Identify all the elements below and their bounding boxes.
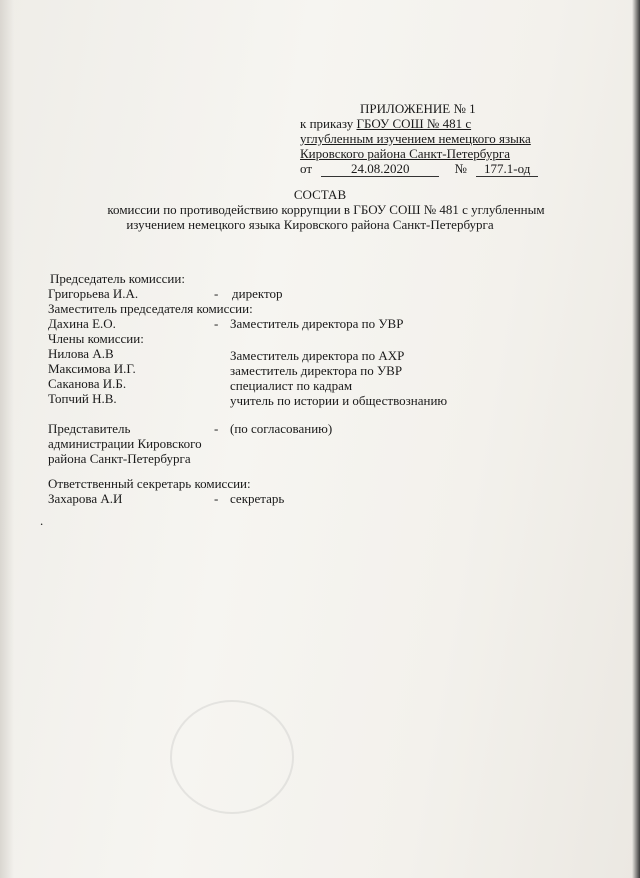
representative-role: (по согласованию) (230, 421, 333, 436)
appendix-order-prefix: к приказу (300, 116, 357, 131)
document-subtitle-line-1: комиссии по противодействию коррупции в ГБОУ СОШ № 481 с углубленным (107, 202, 545, 217)
chair-role: директор (232, 286, 283, 301)
deputy-name: Дахина Е.О. (48, 316, 116, 331)
deputy-label: Заместитель председателя комиссии: (48, 301, 253, 316)
representative-line-2: администрации Кировского (48, 436, 202, 451)
member-name: Топчий Н.В. (48, 391, 117, 406)
bleed-through-seal-shape (170, 700, 294, 814)
appendix-order-line (300, 117, 471, 131)
secretary-role: секретарь (230, 491, 285, 506)
appendix-date-line (300, 162, 538, 177)
members-label: Члены комиссии: (48, 331, 144, 346)
appendix-line-3: Кировского района Санкт-Петербурга (300, 146, 510, 161)
secretary-label: Ответственный секретарь комиссии: (48, 476, 251, 491)
member-name: Нилова А.В (48, 346, 114, 361)
trailing-mark: . (40, 513, 44, 528)
chair-name: Григорьева И.А. (48, 286, 139, 301)
member-role: учитель по истории и обществознанию (230, 393, 448, 408)
appendix-number-value: 177.1-од (476, 162, 538, 177)
representative-line-1: Представитель (48, 421, 131, 436)
appendix-number-label: № (454, 161, 467, 176)
appendix-heading: ПРИЛОЖЕНИЕ № 1 (360, 101, 476, 116)
representative-line-3: района Санкт-Петербурга (48, 451, 191, 466)
appendix-line-2: углубленным изучением немецкого языка (300, 131, 531, 146)
member-name: Саканова И.Б. (48, 376, 127, 391)
scan-shadow-right (632, 0, 640, 878)
member-role: Заместитель директора по АХР (230, 348, 405, 363)
appendix-date-label: от (300, 161, 313, 176)
member-role: заместитель директора по УВР (230, 363, 403, 378)
document-subtitle-line-2: изучением немецкого языка Кировского района Санкт-Петербурга (126, 217, 494, 232)
member-name: Максимова И.Г. (48, 361, 136, 376)
member-role: специалист по кадрам (230, 378, 353, 393)
document-title: СОСТАВ (293, 187, 347, 202)
representative-dash: - (214, 421, 219, 436)
chair-label: Председатель комиссии: (50, 271, 185, 286)
appendix-date-value: 24.08.2020 (321, 162, 439, 177)
secretary-name: Захарова А.И (48, 491, 123, 506)
deputy-dash: - (214, 316, 219, 331)
scan-shadow-left (0, 0, 14, 878)
chair-dash: - (214, 286, 219, 301)
secretary-dash: - (214, 491, 219, 506)
deputy-role: Заместитель директора по УВР (230, 316, 404, 331)
appendix-order-org: ГБОУ СОШ № 481 с (356, 116, 472, 131)
